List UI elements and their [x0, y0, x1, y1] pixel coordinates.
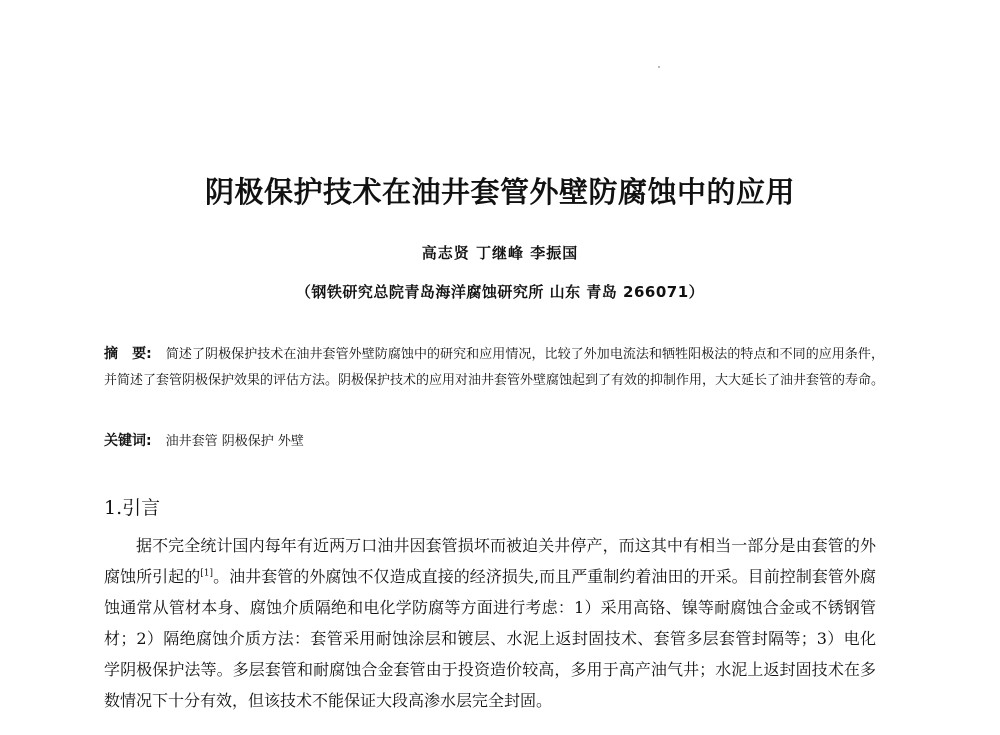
paragraph-text-rest: 。油井套管的外腐蚀不仅造成直接的经济损失,而且严重制约着油田的开采。目前控制套管外腐蚀通常从管材本身、腐蚀介质隔绝和电化学防腐等方面进行考虑：1）采用高铬、镍等耐腐蚀合金或不锈钢管材；2）隔绝腐蚀介质方法：套管采用耐蚀涂层和镀层、水泥上返封固技术、套管多层套管封隔等；3）电化学阴极保护法等。多层套管和耐腐蚀合金套管由于投资造价较高，多用于高产油气井；水泥上返封固技术在多数情况下十分有效，但该技术不能保证大段高渗水层完全封固。	[104, 567, 876, 710]
affiliation: （钢铁研究总院青岛海洋腐蚀研究所 山东 青岛 266071）	[295, 283, 705, 301]
paragraph-text-start: 据不完全统计国内每年有近两万口油井因套管损坏而被迫关井停产，而这其中有相当一部分是由套管的外腐蚀所引起的	[104, 536, 876, 586]
author-list: 高志贤 丁继峰 李振国	[421, 244, 579, 262]
scan-speck	[658, 66, 660, 68]
abstract-label: 摘 要:	[104, 346, 152, 362]
keywords-block	[104, 428, 884, 455]
paper-title: 阴极保护技术在油井套管外壁防腐蚀中的应用	[204, 175, 795, 209]
abstract-text: 简述了阴极保护技术在油井套管外壁防腐蚀中的研究和应用情况，比较了外加电流法和牺牲阳极法的特点和不同的应用条件，并简述了套管阴极保护效果的评估方法。阴极保护技术的应用对油井套管外壁腐蚀起到了有效的抑制作用，大大延长了油井套管的寿命。	[104, 347, 885, 388]
section-heading: 1.引言	[104, 497, 161, 519]
citation-marker: [1]	[200, 568, 214, 579]
keywords-label: 关键词:	[104, 433, 152, 449]
body-paragraph	[104, 530, 876, 716]
keywords-text: 油井套管 阴极保护 外壁	[165, 434, 304, 449]
abstract-block	[104, 341, 884, 394]
